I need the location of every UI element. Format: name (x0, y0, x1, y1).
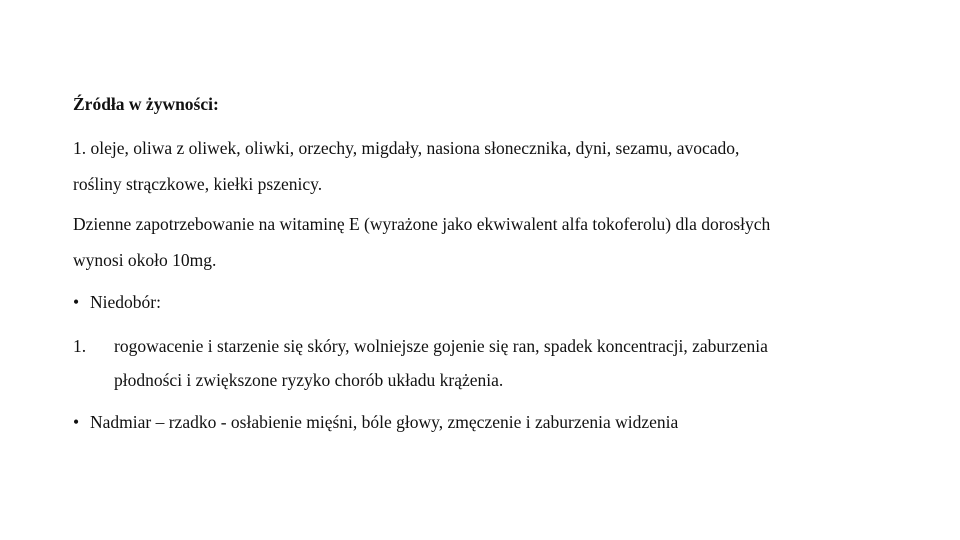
sources-line-2: rośliny strączkowe, kiełki pszenicy. (73, 174, 323, 194)
deficiency-label: Niedobór: (90, 292, 161, 312)
deficiency-symptoms-line-1: rogowacenie i starzenie się skóry, wolniejsze gojenie się ran, spadek koncentracji, zaburzenia (114, 336, 768, 356)
section-heading: Źródła w żywności: (73, 94, 219, 114)
bullet-icon: • (73, 292, 80, 312)
list-number: 1. (73, 336, 87, 356)
deficiency-numbered-item (73, 336, 768, 356)
sources-line-1: 1. oleje, oliwa z oliwek, oliwki, orzechy, migdały, nasiona słonecznika, dyni, sezamu, avocado, (73, 138, 740, 158)
deficiency-bullet-item (73, 292, 161, 312)
daily-requirement-line-2: wynosi około 10mg. (73, 250, 217, 270)
excess-text: Nadmiar – rzadko - osłabienie mięśni, bóle głowy, zmęczenie i zaburzenia widzenia (90, 412, 679, 432)
bullet-icon: • (73, 412, 80, 432)
deficiency-symptoms-line-2: płodności i zwiększone ryzyko chorób układu krążenia. (114, 370, 504, 390)
daily-requirement-line-1: Dzienne zapotrzebowanie na witaminę E (wyrażone jako ekwiwalent alfa tokoferolu) dla dorosłych (73, 214, 771, 234)
excess-bullet-item (73, 412, 678, 432)
